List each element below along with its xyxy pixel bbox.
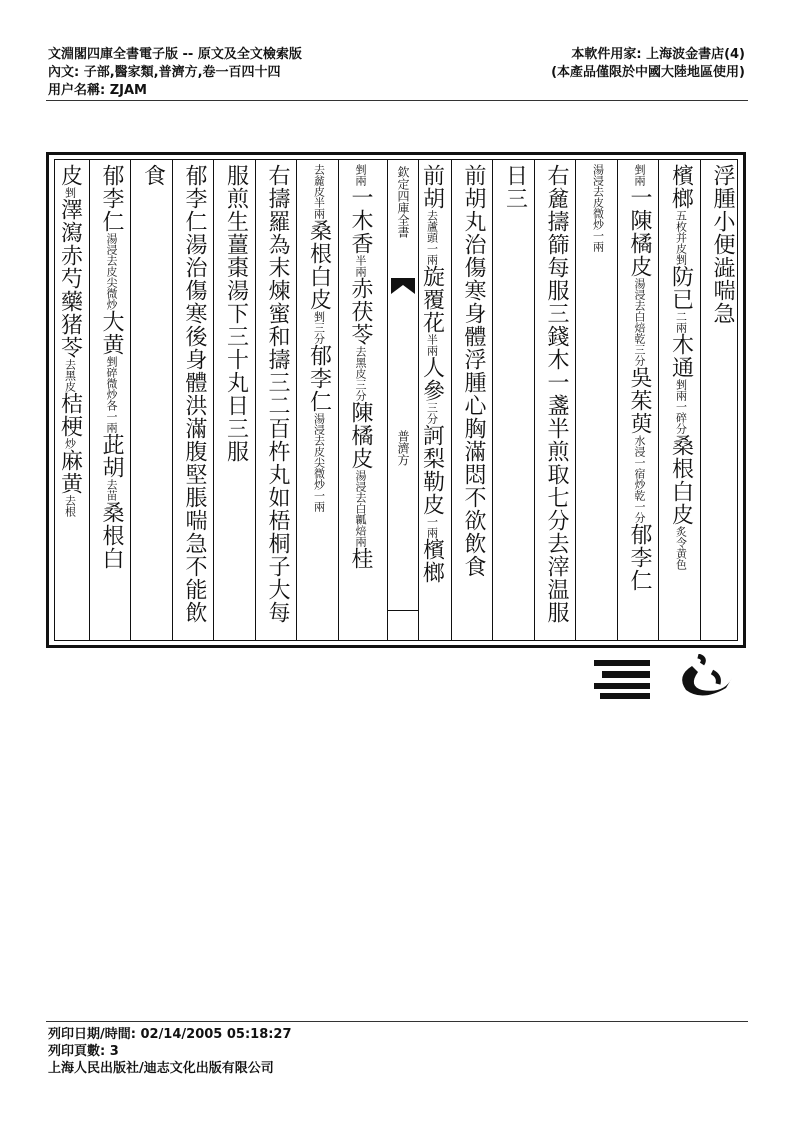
- main-text: 皮: [57, 164, 83, 187]
- annotation-note: 去苗: [105, 479, 118, 501]
- main-text: 人參: [419, 356, 445, 402]
- main-text: 檳榔: [668, 164, 694, 210]
- main-text: 桔梗: [57, 392, 83, 438]
- column-divider: [534, 160, 535, 640]
- header-section: 內文: 子部,醫家類,普濟方,卷一百四十四: [48, 65, 281, 80]
- center-divider: [388, 610, 418, 611]
- main-text: 一: [627, 186, 652, 209]
- annotation-note: 剉碎微炒各一兩: [105, 356, 118, 433]
- text-column: [451, 160, 493, 640]
- annotation-note: 炙令黄色: [674, 526, 688, 570]
- annotation-note: 剉兩: [633, 164, 646, 186]
- fishtail-mark-icon: [391, 278, 415, 294]
- text-column: [255, 160, 297, 640]
- text-column: [534, 160, 576, 640]
- center-book-title: 普濟方: [396, 430, 410, 466]
- main-text: 前胡丸: [461, 164, 486, 233]
- text-column: [213, 160, 255, 640]
- text-column: [338, 160, 380, 640]
- main-text: 茈胡: [99, 433, 124, 479]
- annotation-note: 湯浸去白焙乾三分: [633, 278, 646, 366]
- main-text: 郁李仁: [627, 523, 652, 592]
- column-divider: [172, 160, 173, 640]
- main-text: 吳茱萸: [627, 366, 652, 435]
- annotation-note: 湯浸去皮尖微炒一兩: [312, 413, 326, 512]
- annotation-note: 二兩: [674, 311, 688, 333]
- annotation-note: 水浸一宿炒乾一分: [633, 435, 646, 523]
- annotation-note: 半兩: [354, 255, 367, 277]
- annotation-note: 半兩: [425, 334, 439, 356]
- annotation-note: 剉兩: [354, 164, 367, 186]
- annotation-note: 湯浸去皮尖微炒: [105, 233, 118, 310]
- publisher-credit: 上海人民出版社/迪志文化出版有限公司: [48, 1061, 274, 1076]
- main-text: 食: [140, 164, 166, 187]
- main-text: 訶梨勒皮: [419, 424, 445, 516]
- publisher-logo-icon: [594, 654, 744, 702]
- column-divider: [575, 160, 576, 640]
- column-divider: [492, 160, 493, 640]
- column-divider: [255, 160, 256, 640]
- annotation-note: 去根: [63, 495, 77, 517]
- main-text: 桂: [348, 547, 373, 570]
- main-text: 猪苓: [57, 313, 83, 359]
- main-text: 陳橘皮: [348, 401, 373, 470]
- main-text: 桑根白皮: [668, 434, 694, 526]
- main-text: 一: [348, 186, 373, 209]
- main-text: 日三: [502, 164, 528, 210]
- main-text: 郁李仁湯: [182, 164, 207, 256]
- annotation-note: 剉三分: [312, 311, 326, 344]
- text-column: [700, 160, 742, 640]
- main-text: 桑根白皮: [306, 219, 332, 311]
- column-divider: [338, 160, 339, 640]
- text-column: [617, 160, 659, 640]
- main-text: 旋覆花: [419, 265, 445, 334]
- footer: [48, 1026, 292, 1077]
- header-right: [551, 46, 745, 82]
- annotation-note: 三分: [425, 402, 439, 424]
- header-licensee: 本軟件用家: 上海波金書店(4): [571, 47, 745, 62]
- main-text: 麻黄: [57, 449, 83, 495]
- text-column: [89, 160, 131, 640]
- annotation-note: 去黑皮: [63, 359, 77, 392]
- main-text: 檳榔: [419, 538, 445, 584]
- column-divider: [296, 160, 297, 640]
- column-divider: [451, 160, 452, 640]
- text-column: [172, 160, 214, 640]
- annotation-note: 剉: [63, 187, 77, 198]
- column-divider: [700, 160, 701, 640]
- scan-page-frame: [46, 152, 746, 648]
- annotation-note: 五枚: [674, 210, 688, 232]
- column-divider: [89, 160, 90, 640]
- annotation-note: 并皮剉: [674, 232, 688, 265]
- header-rule: [46, 100, 748, 101]
- column-divider: [658, 160, 659, 640]
- header-title: 文淵閣四庫全書電子版 -- 原文及全文檢索版: [48, 47, 302, 62]
- annotation-note: 去蘆頭一兩: [425, 210, 439, 265]
- scan-page-body: [54, 159, 738, 641]
- print-datetime: 列印日期/時間: 02/14/2005 05:18:27: [48, 1027, 292, 1042]
- annotation-note: 一碎分: [674, 401, 688, 434]
- main-text: 木通: [668, 333, 694, 379]
- main-text: 右擣羅為末煉蜜和擣三二百杵丸如梧桐子大每: [265, 164, 290, 624]
- main-text: 郁李仁: [306, 344, 332, 413]
- main-text: 赤芍藥: [57, 244, 83, 313]
- header-left: [48, 46, 302, 100]
- text-column: [658, 160, 700, 640]
- center-title: 欽定四庫全書: [396, 166, 410, 238]
- main-text: 浮腫小便澁喘急: [710, 164, 735, 325]
- annotation-note: 湯浸去皮微炒一兩: [591, 164, 605, 252]
- main-text: 右麄擣篩每服三錢木一盞半煎取七分去滓温服: [544, 164, 569, 624]
- annotation-note: 去黑皮三分: [354, 346, 367, 401]
- column-divider: [213, 160, 214, 640]
- annotation-note: 湯浸去白瓤焙兩: [354, 470, 367, 547]
- header-user: 用户名稱: ZJAM: [48, 83, 147, 98]
- text-column: [575, 160, 617, 640]
- main-text: 赤茯苓: [348, 277, 373, 346]
- print-page-count: 列印頁數: 3: [48, 1044, 119, 1059]
- main-text: 防已: [668, 265, 694, 311]
- main-text: 治傷寒身體浮腫心胸滿悶不欲飲食: [461, 233, 486, 578]
- main-text: 桑根白: [99, 501, 124, 570]
- text-column: [492, 160, 534, 640]
- text-column: [296, 160, 338, 640]
- main-text: 澤瀉: [57, 198, 83, 244]
- column-divider: [130, 160, 131, 640]
- footer-rule: [46, 1021, 748, 1022]
- annotation-note: 剉兩: [674, 379, 688, 401]
- annotation-note: 一兩: [425, 516, 439, 538]
- annotation-note: 炒: [63, 438, 77, 449]
- annotation-note: 去麄皮半兩: [312, 164, 326, 219]
- main-text: 治傷寒後身體洪滿腹堅脹喘急不能飲: [182, 256, 207, 624]
- header-region-note: (本產品僅限於中國大陸地區使用): [551, 65, 745, 80]
- main-text: 前胡: [419, 164, 445, 210]
- main-text: 大黄: [99, 310, 124, 356]
- text-column: [47, 160, 89, 640]
- column-divider: [617, 160, 618, 640]
- main-text: 服煎生薑棗湯下三十丸日三服: [223, 164, 249, 463]
- main-text: 木香: [348, 209, 373, 255]
- main-text: 郁李仁: [99, 164, 124, 233]
- text-column: [130, 160, 172, 640]
- center-fold: [387, 160, 419, 640]
- main-text: 陳橘皮: [627, 209, 652, 278]
